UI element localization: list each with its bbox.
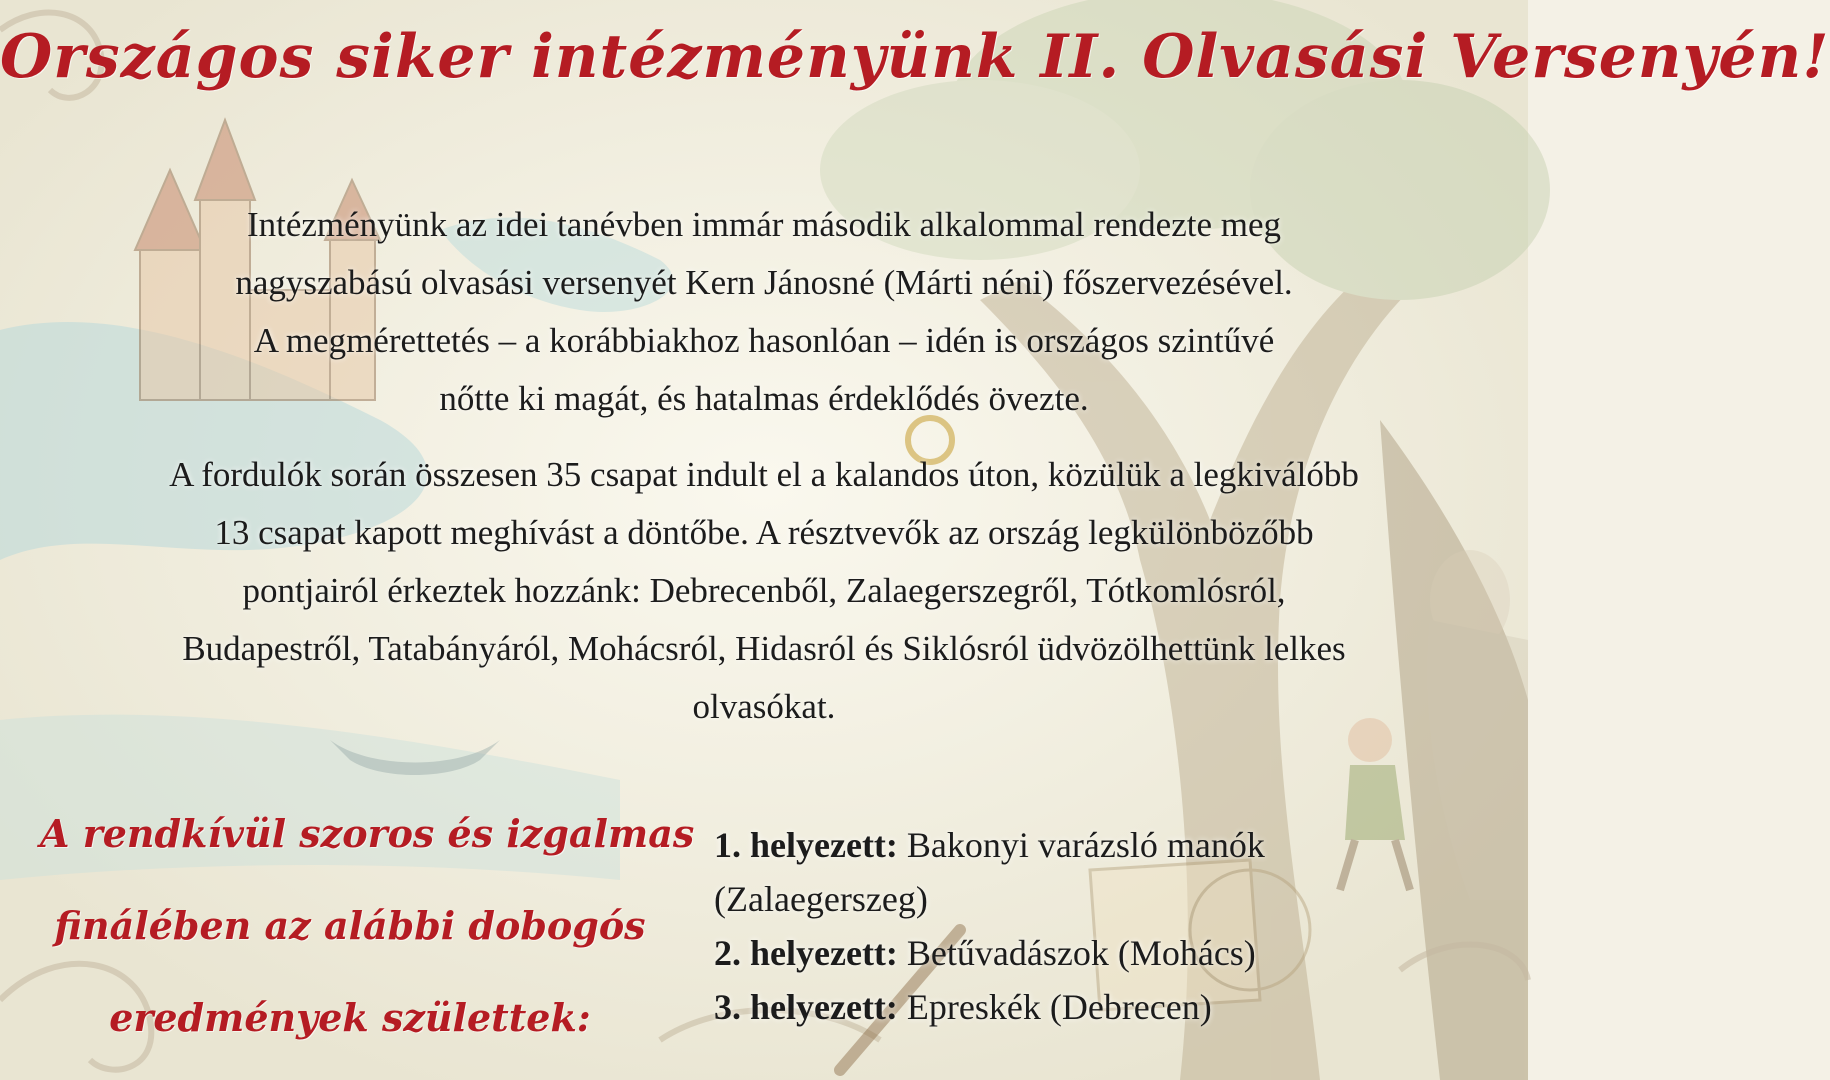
result-first-value: Bakonyi varázsló manók <box>897 825 1265 865</box>
final-line: eredmények születtek: <box>109 995 591 1040</box>
details-line: Budapestről, Tatabányáról, Mohácsról, Hidasról és Siklósról üdvözölhettünk lelkes <box>182 629 1346 668</box>
details-line: A fordulók során összesen 35 csapat indult el a kalandos úton, közülük a legkiválóbb <box>169 455 1359 494</box>
final-heading <box>40 788 695 1064</box>
intro-line: nagyszabású olvasási versenyét Kern Jánosné (Márti néni) főszervezésével. <box>235 263 1293 302</box>
details-line: 13 csapat kapott meghívást a döntőbe. A résztvevők az ország legkülönbözőbb <box>214 513 1314 552</box>
result-first-place-city: (Zalaegerszeg) <box>714 879 928 919</box>
result-first-place <box>714 818 1414 872</box>
details-line: olvasókat. <box>692 687 836 726</box>
intro-line: nőtte ki magát, és hatalmas érdeklődés övezte. <box>439 379 1089 418</box>
details-paragraph <box>30 446 1498 736</box>
result-second-place <box>714 926 1414 980</box>
result-third-place <box>714 980 1414 1034</box>
final-line: finálében az alábbi dobogós <box>54 903 646 948</box>
result-second-value: Betűvadászok (Mohács) <box>897 933 1256 973</box>
intro-paragraph <box>100 196 1428 428</box>
page-title: Országos siker intézményünk II. Olvasási Versenyén! <box>0 22 1830 92</box>
results-list <box>714 818 1414 1034</box>
result-third-label: 3. helyezett: <box>714 987 898 1027</box>
intro-line: Intézményünk az idei tanévben immár második alkalommal rendezte meg <box>246 205 1282 244</box>
result-third-value: Epreskék (Debrecen) <box>897 987 1212 1027</box>
result-first-label: 1. helyezett: <box>714 825 898 865</box>
intro-line: A megmérettetés – a korábbiakhoz hasonlóan – idén is országos szintűvé <box>253 321 1275 360</box>
final-line: A rendkívül szoros és izgalmas <box>40 811 695 856</box>
details-line: pontjairól érkeztek hozzánk: Debrecenből, Zalaegerszegről, Tótkomlósról, <box>242 571 1286 610</box>
result-second-label: 2. helyezett: <box>714 933 898 973</box>
